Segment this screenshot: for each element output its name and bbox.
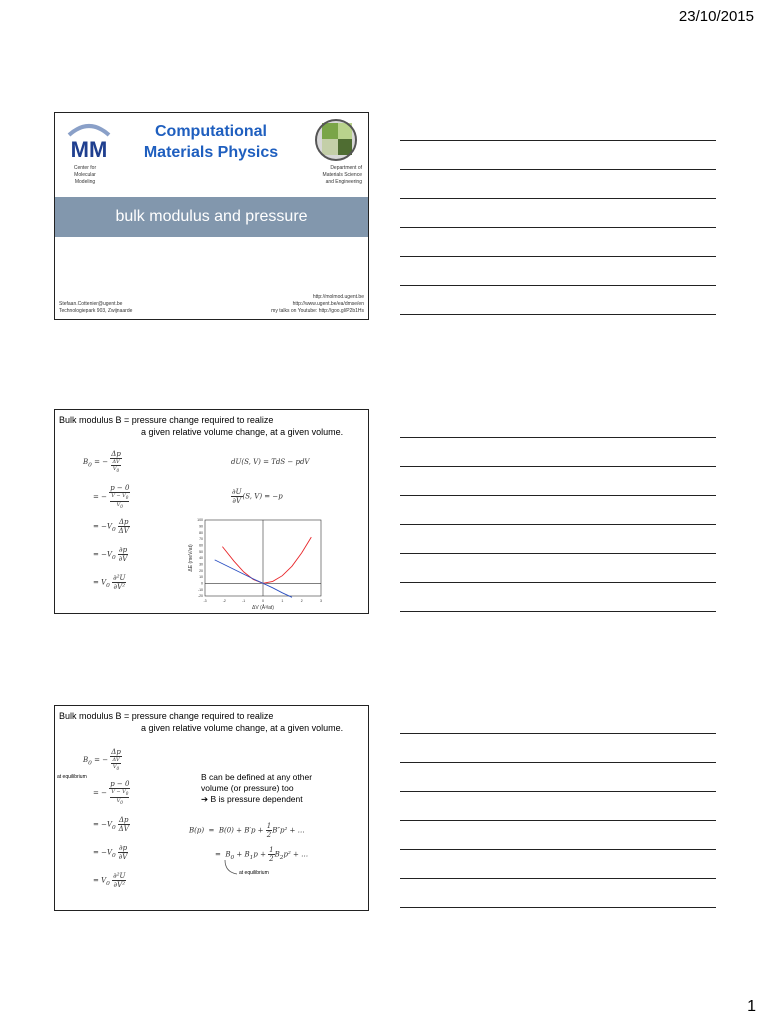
equation-b0: $B_0$ = − $\frac{\Delta p}{\frac{\Delta V}{V_0}}$ (83, 748, 121, 771)
x-tick-label: -2 (222, 599, 226, 603)
y-tick-label: -10 (197, 587, 203, 592)
y-tick-label: 40 (199, 556, 203, 561)
page-date: 23/10/2015 (678, 8, 754, 25)
y-tick-label: 10 (199, 575, 203, 580)
x-tick-label: -3 (203, 599, 207, 603)
slide-title-text: Computational Materials Physics (143, 123, 279, 161)
notes-lines-1 (400, 112, 716, 315)
y-tick-label: 90 (199, 524, 203, 529)
x-tick-label: 0 (262, 599, 264, 603)
notes-lines-3 (400, 705, 716, 908)
slide-heading: Bulk modulus B = pressure change required to realize a given relative volume change, at a given volume. (59, 415, 344, 437)
y-axis-label: ΔE (meV/at) (188, 544, 194, 572)
equation-bp-1: B(p) = B(0) + B′p + $\frac{1}{2}$ B″p² + … (189, 822, 305, 839)
y-tick-label: 80 (199, 530, 203, 535)
equation-3: = $-V_0$ $\frac{\Delta p}{\Delta V}$ (93, 816, 129, 833)
y-tick-label: 60 (199, 543, 203, 548)
equation-5: = $V_0$ $\frac{\text{∂²U}}{\text{∂V²}}$ (93, 872, 126, 889)
y-tick-label: 20 (199, 568, 203, 573)
equation-5: = $V_0$ $\frac{\text{∂²U}}{\text{∂V²}}$ (93, 574, 126, 591)
author-info: Stefaan.Cottenier@ugent.be Technologiepark 903, Zwijnaarde (59, 301, 133, 314)
equation-du: dU(S, V) = TdS − pdV (231, 458, 310, 466)
slide-heading: Bulk modulus B = pressure change required to realize a given relative volume change, at a given volume. (59, 711, 344, 733)
x-tick-label: 1 (281, 599, 284, 603)
equation-b0: $B_0$ = − $\frac{\Delta p}{\frac{\Delta V}{V_0}}$ (83, 450, 121, 473)
mm-logo (63, 121, 115, 161)
x-axis-label: ΔV (Å³/at) (252, 605, 274, 611)
equation-bp-2: = $B_0 + B_1p$ + $\frac{1}{2}$ $B_2p^2$ + … (215, 846, 309, 863)
series-line-1 (222, 537, 311, 583)
y-tick-label: 50 (199, 549, 203, 554)
at-equilibrium-label-bottom: at equilibrium (239, 870, 269, 876)
pointer-arrow (221, 858, 241, 878)
x-tick-label: 2 (300, 599, 303, 603)
series-line-2 (215, 560, 292, 597)
slide-bulk-modulus (54, 409, 369, 614)
y-tick-label: 30 (199, 562, 203, 567)
page-number: 1 (747, 998, 756, 1015)
y-tick-label: 70 (199, 537, 203, 542)
equation-dudv: $\frac{\partial U}{\partial V}$ (S, V) = −p (232, 488, 283, 505)
remark-text: B can be defined at any other volume (or pressure) too ➔ B is pressure dependent (201, 772, 313, 804)
dept-caption: Department of Materials Science and Engineering (322, 165, 362, 185)
y-tick-label: 0 (201, 581, 203, 586)
mm-logo-text: MM (70, 137, 108, 161)
energy-volume-chart (187, 516, 327, 612)
title-banner: bulk modulus and pressure (55, 197, 368, 237)
equation-2: = − $\frac{p - 0}{\frac{V - V_0}{V_0}}$ (93, 780, 130, 805)
y-tick-label: -20 (197, 594, 203, 599)
links-info: http://molmod.ugent.be http://www.ugent.be/ea/dmse/en my talks on Youtube: http://goo.gl/P2b1Hs (271, 294, 364, 314)
y-tick-label: 100 (197, 518, 203, 523)
slide-pressure-dependence (54, 705, 369, 911)
x-tick-label: -1 (242, 599, 246, 603)
center-caption: Center for Molecular Modeling (73, 165, 97, 185)
slide-title (54, 112, 369, 320)
equation-3: = $-V_0$ $\frac{\Delta p}{\Delta V}$ (93, 518, 129, 535)
equation-4: = $-V_0$ $\frac{\partial p}{\partial V}$ (93, 546, 128, 563)
x-tick-label: 3 (320, 599, 322, 603)
dept-logo (312, 117, 360, 163)
at-equilibrium-label-left: at equilibrium (57, 774, 87, 780)
equation-2: = − $\frac{p - 0}{\frac{V - V_0}{V_0}}$ (93, 484, 130, 509)
equation-4: = $-V_0$ $\frac{\partial p}{\partial V}$ (93, 844, 128, 861)
notes-lines-2 (400, 409, 716, 612)
